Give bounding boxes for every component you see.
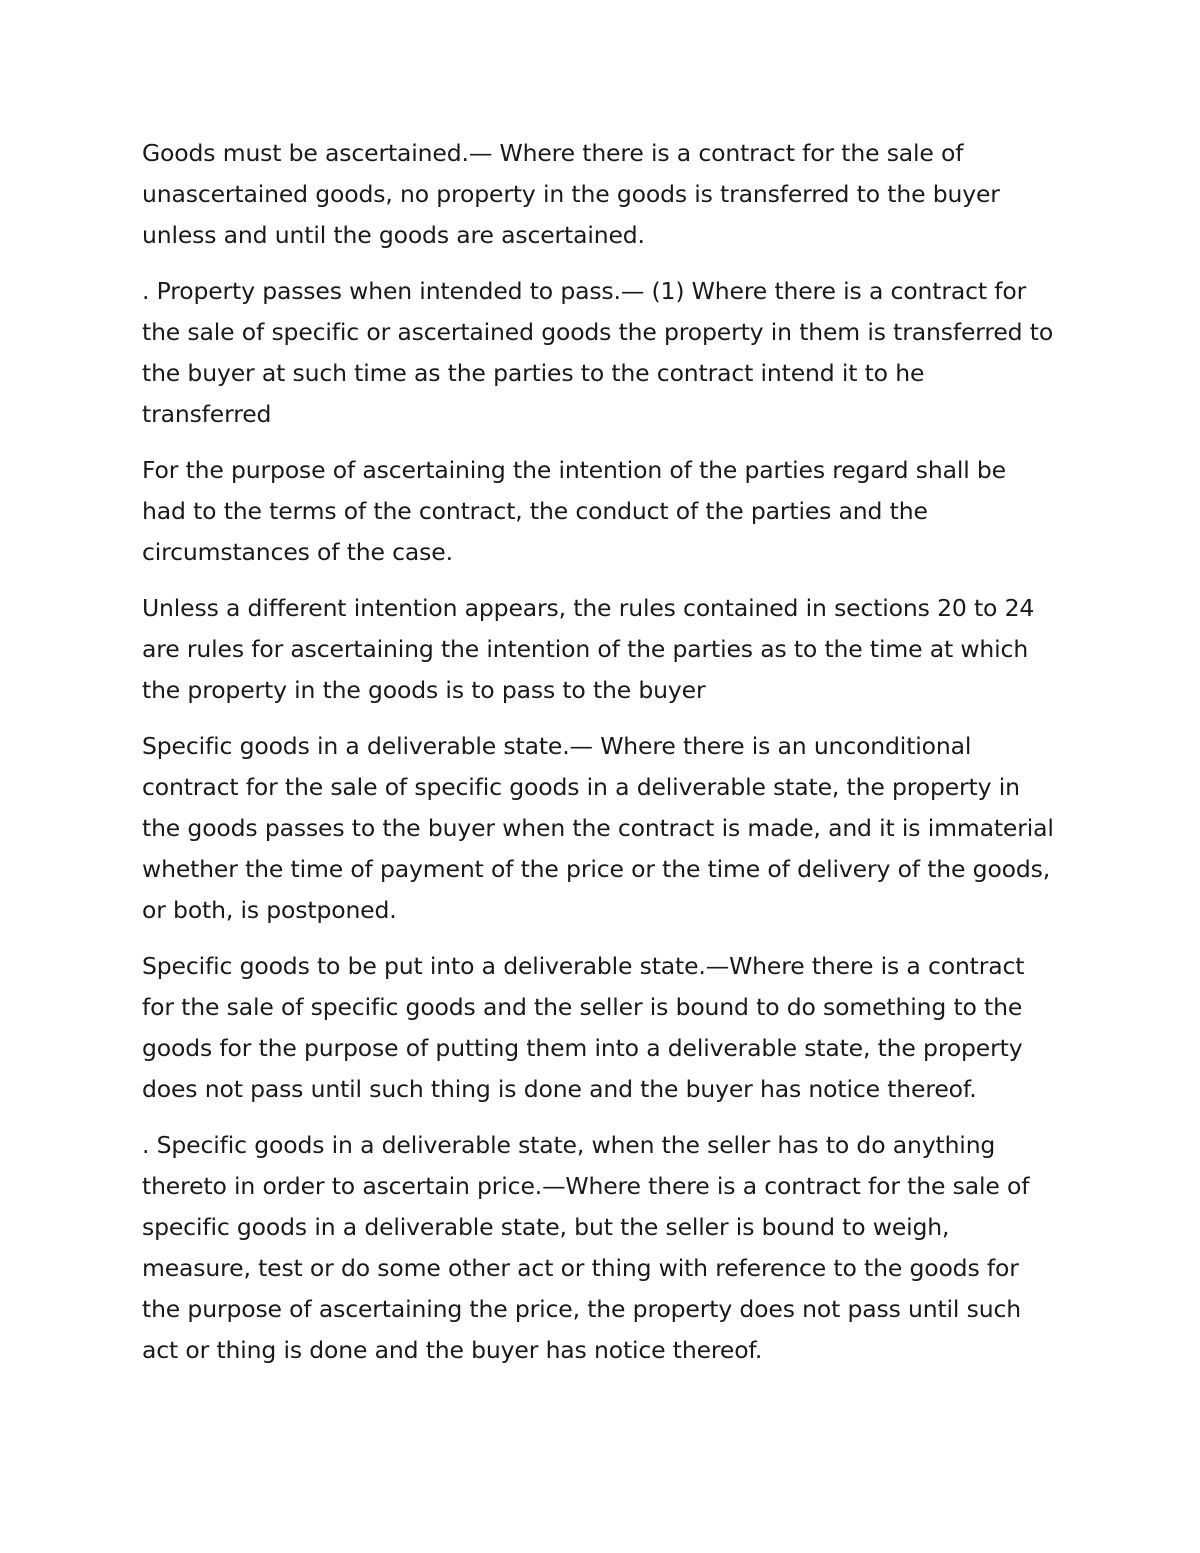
paragraph-specific-goods-deliverable: Specific goods in a deliverable state.— Where there is an unconditional contract for the sale of specific goods in a deliverable state, the property in the goods passes to the buyer when the contract is made, and it is immaterial whether the time of payment of the price or the time of delivery of the goods, or both, is postponed.	[142, 732, 1054, 924]
paragraph-goods-ascertained: Goods must be ascertained.— Where there is a contract for the sale of unascertained goods, no property in the goods is transferred to the buyer unless and until the goods are ascertained.	[142, 139, 1000, 249]
document-body	[142, 133, 1057, 1386]
paragraph-property-passes: . Property passes when intended to pass.— (1) Where there is a contract for the sale of specific or ascertained goods the property in them is transferred to the buyer at such time as the parties to the contract intend it to he transferred	[142, 277, 1054, 428]
paragraph-ascertain-price: . Specific goods in a deliverable state, when the seller has to do anything thereto in order to ascertain price.—Where there is a contract for the sale of specific goods in a deliverable state, but the seller is bound to weigh, measure, test or do some other act or thing with reference to the goods for the purpose of ascertaining the price, the property does not pass until such act or thing is done and the buyer has notice thereof.	[142, 1131, 1030, 1364]
paragraph-goods-to-be-put-deliverable: Specific goods to be put into a deliverable state.—Where there is a contract for the sale of specific goods and the seller is bound to do something to the goods for the purpose of putting them into a deliverable state, the property does not pass until such thing is done and the buyer has notice thereof.	[142, 952, 1025, 1103]
paragraph-intention-purpose: For the purpose of ascertaining the intention of the parties regard shall be had to the terms of the contract, the conduct of the parties and the circumstances of the case.	[142, 456, 1006, 566]
paragraph-rules-sections: Unless a different intention appears, the rules contained in sections 20 to 24 are rules for ascertaining the intention of the parties as to the time at which the property in the goods is to pass to the buyer	[142, 594, 1035, 704]
